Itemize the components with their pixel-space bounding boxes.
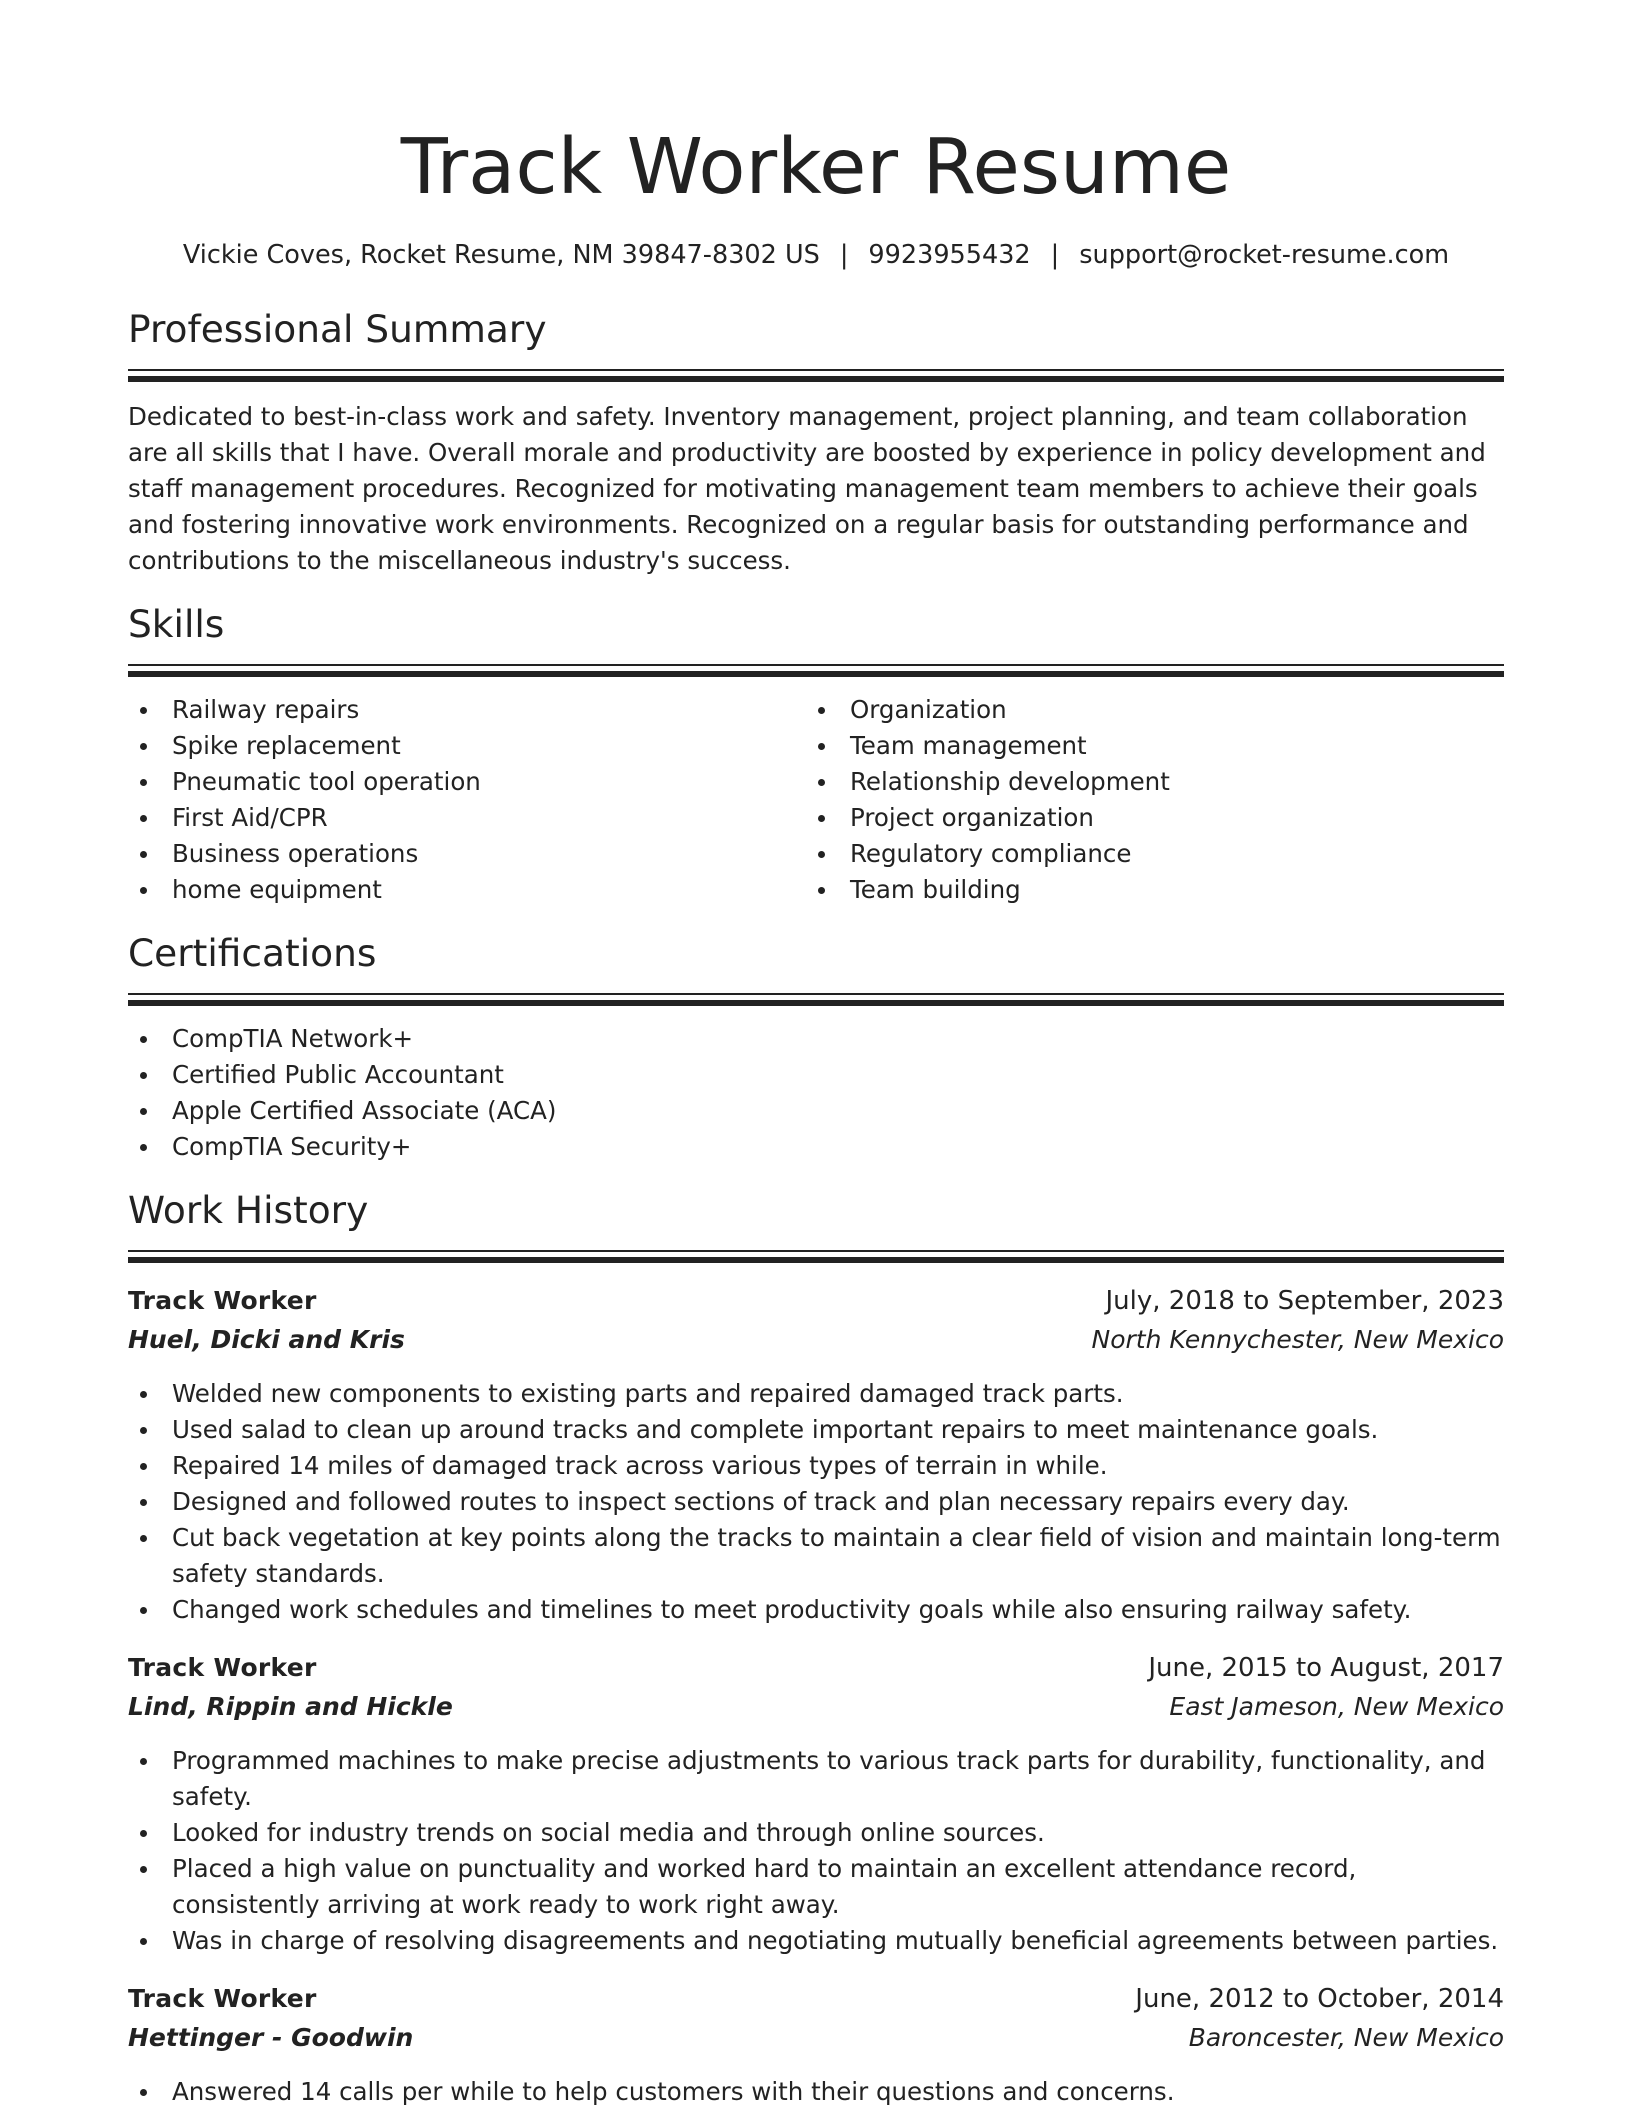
job-location: East Jameson, New Mexico [1169,1692,1504,1721]
job-duty-text: Answered 14 calls per while to help customers with their questions and concerns. [172,2077,1175,2106]
skill-item [806,800,1484,836]
bullet-icon [140,1427,147,1434]
skill-text: Business operations [172,839,419,868]
certification-text: CompTIA Security+ [172,1132,412,1161]
skill-text: Relationship development [850,767,1170,796]
job-duties-list [128,1376,1504,1628]
bullet-icon [140,1144,147,1151]
job-duty-item [128,1484,1504,1520]
section-divider [128,369,1504,383]
page-title: Track Worker Resume [400,123,1232,212]
job-title: Track Worker [128,1286,317,1315]
certification-text: Certified Public Accountant [172,1060,504,1089]
skill-text: Spike replacement [172,731,401,760]
job-entry [128,1980,1504,2110]
job-duty-text: Changed work schedules and timelines to meet productivity goals while also ensuring railway safety. [172,1595,1412,1624]
contact-address: Vickie Coves, Rocket Resume, NM 39847-8302 US [182,240,820,270]
resume-page [128,0,1504,2110]
job-company-row [128,1320,1504,1360]
skill-text: First Aid/CPR [172,803,328,832]
job-duty-item [128,1412,1504,1448]
contact-email: support@rocket-resume.com [1079,240,1450,270]
section-heading-work-history: Work History [128,1188,369,1232]
skill-item [128,692,806,728]
job-duty-text: Cut back vegetation at key points along the tracks to maintain a clear field of vision and maintain long-term safety standards. [172,1523,1501,1588]
job-duties-list [128,1743,1504,1959]
certification-item [128,1021,1504,1057]
contact-line [128,238,1504,272]
skills-column-left [128,692,806,908]
job-duty-item [128,1743,1504,1815]
bullet-icon [140,2089,147,2096]
skills-section [128,600,1504,908]
bullet-icon [140,1391,147,1398]
skill-text: Pneumatic tool operation [172,767,481,796]
job-location: Baroncester, New Mexico [1188,2023,1504,2052]
skills-list-right [806,692,1484,908]
job-company: Hettinger - Goodwin [128,2023,414,2052]
skill-text: Railway repairs [172,695,360,724]
section-divider [128,993,1504,1007]
certifications-list [128,1021,1504,1165]
skill-text: Regulatory compliance [850,839,1132,868]
bullet-icon [140,1499,147,1506]
bullet-icon [818,887,825,894]
job-duty-item [128,1448,1504,1484]
certification-text: Apple Certified Associate (ACA) [172,1096,557,1125]
contact-phone: 9923955432 [868,240,1031,270]
skill-item [128,764,806,800]
work-history-section [128,1186,1504,2110]
job-duty-item [128,1815,1504,1851]
job-duty-text: Looked for industry trends on social media and through online sources. [172,1818,1045,1847]
skill-text: Team management [850,731,1087,760]
contact-separator: | [1050,240,1060,270]
bullet-icon [140,1108,147,1115]
skill-item [806,692,1484,728]
section-heading-skills: Skills [128,602,225,646]
skill-item [806,728,1484,764]
certification-item [128,1129,1504,1165]
bullet-icon [818,851,825,858]
job-header-row [128,1282,1504,1320]
job-duty-item [128,1376,1504,1412]
bullet-icon [140,1036,147,1043]
job-header-row [128,1649,1504,1687]
section-heading-certifications: Certifications [128,931,377,975]
job-duty-item [128,1923,1504,1959]
bullet-icon [140,779,147,786]
bullet-icon [140,1758,147,1765]
bullet-icon [140,743,147,750]
bullet-icon [818,779,825,786]
skill-item [128,872,806,908]
job-entry [128,1282,1504,1628]
job-company: Huel, Dicki and Kris [128,1325,405,1354]
certification-item [128,1057,1504,1093]
summary-text: Dedicated to best-in-class work and safety. Inventory management, project planning, and team collaboration are all skills that I have. Overall morale and productivity are boosted by experience in policy development and staff management procedures. Recognized for motivating management team members to achieve their goals and fostering innovative work environments. Recognized on a regular basis for outstanding performance and contributions to the miscellaneous industry's success. [128,402,1486,575]
bullet-icon [818,743,825,750]
skill-text: Project organization [850,803,1094,832]
job-entry [128,1649,1504,1959]
job-location: North Kennychester, New Mexico [1091,1325,1504,1354]
section-heading-summary: Professional Summary [128,307,547,351]
job-dates: June, 2012 to October, 2014 [1135,1984,1504,2014]
skills-column-right [806,692,1484,908]
summary-section [128,305,1504,579]
contact-separator: | [839,240,849,270]
skill-item [806,872,1484,908]
skill-text: Organization [850,695,1007,724]
bullet-icon [140,1072,147,1079]
job-header-row [128,1980,1504,2018]
skill-item [128,836,806,872]
bullet-icon [140,887,147,894]
job-company-row [128,2018,1504,2058]
job-duty-item [128,1851,1504,1923]
bullet-icon [140,851,147,858]
certifications-section [128,929,1504,1165]
skill-text: Team building [850,875,1021,904]
skills-grid [128,692,1504,908]
skill-item [128,728,806,764]
job-duty-text: Was in charge of resolving disagreements and negotiating mutually beneficial agreements between parties. [172,1926,1499,1955]
bullet-icon [140,1535,147,1542]
bullet-icon [818,815,825,822]
job-dates: July, 2018 to September, 2023 [1105,1286,1504,1316]
bullet-icon [140,1607,147,1614]
certification-item [128,1093,1504,1129]
section-divider [128,1250,1504,1264]
job-duty-text: Designed and followed routes to inspect sections of track and plan necessary repairs every day. [172,1487,1350,1516]
bullet-icon [818,707,825,714]
job-duty-item [128,1592,1504,1628]
job-title: Track Worker [128,1984,317,2013]
job-duty-text: Used salad to clean up around tracks and complete important repairs to meet maintenance goals. [172,1415,1379,1444]
section-divider [128,664,1504,678]
job-duty-item [128,2074,1504,2110]
bullet-icon [140,815,147,822]
job-duties-list [128,2074,1504,2110]
job-duty-text: Placed a high value on punctuality and worked hard to maintain an excellent attendance record, consistently arriving at work ready to work right away. [172,1854,1357,1919]
skill-item [806,764,1484,800]
bullet-icon [140,707,147,714]
job-company-row [128,1687,1504,1727]
bullet-icon [140,1463,147,1470]
bullet-icon [140,1830,147,1837]
job-duty-text: Programmed machines to make precise adjustments to various track parts for durability, functionality, and safety. [172,1746,1486,1811]
skills-list-left [128,692,806,908]
bullet-icon [140,1938,147,1945]
job-duty-item [128,1520,1504,1592]
job-company: Lind, Rippin and Hickle [128,1692,453,1721]
job-dates: June, 2015 to August, 2017 [1148,1653,1504,1683]
job-duty-text: Repaired 14 miles of damaged track across various types of terrain in while. [172,1451,1108,1480]
job-duty-text: Welded new components to existing parts and repaired damaged track parts. [172,1379,1124,1408]
skill-item [806,836,1484,872]
certification-text: CompTIA Network+ [172,1024,414,1053]
bullet-icon [140,1866,147,1873]
skill-text: home equipment [172,875,382,904]
job-title: Track Worker [128,1653,317,1682]
skill-item [128,800,806,836]
